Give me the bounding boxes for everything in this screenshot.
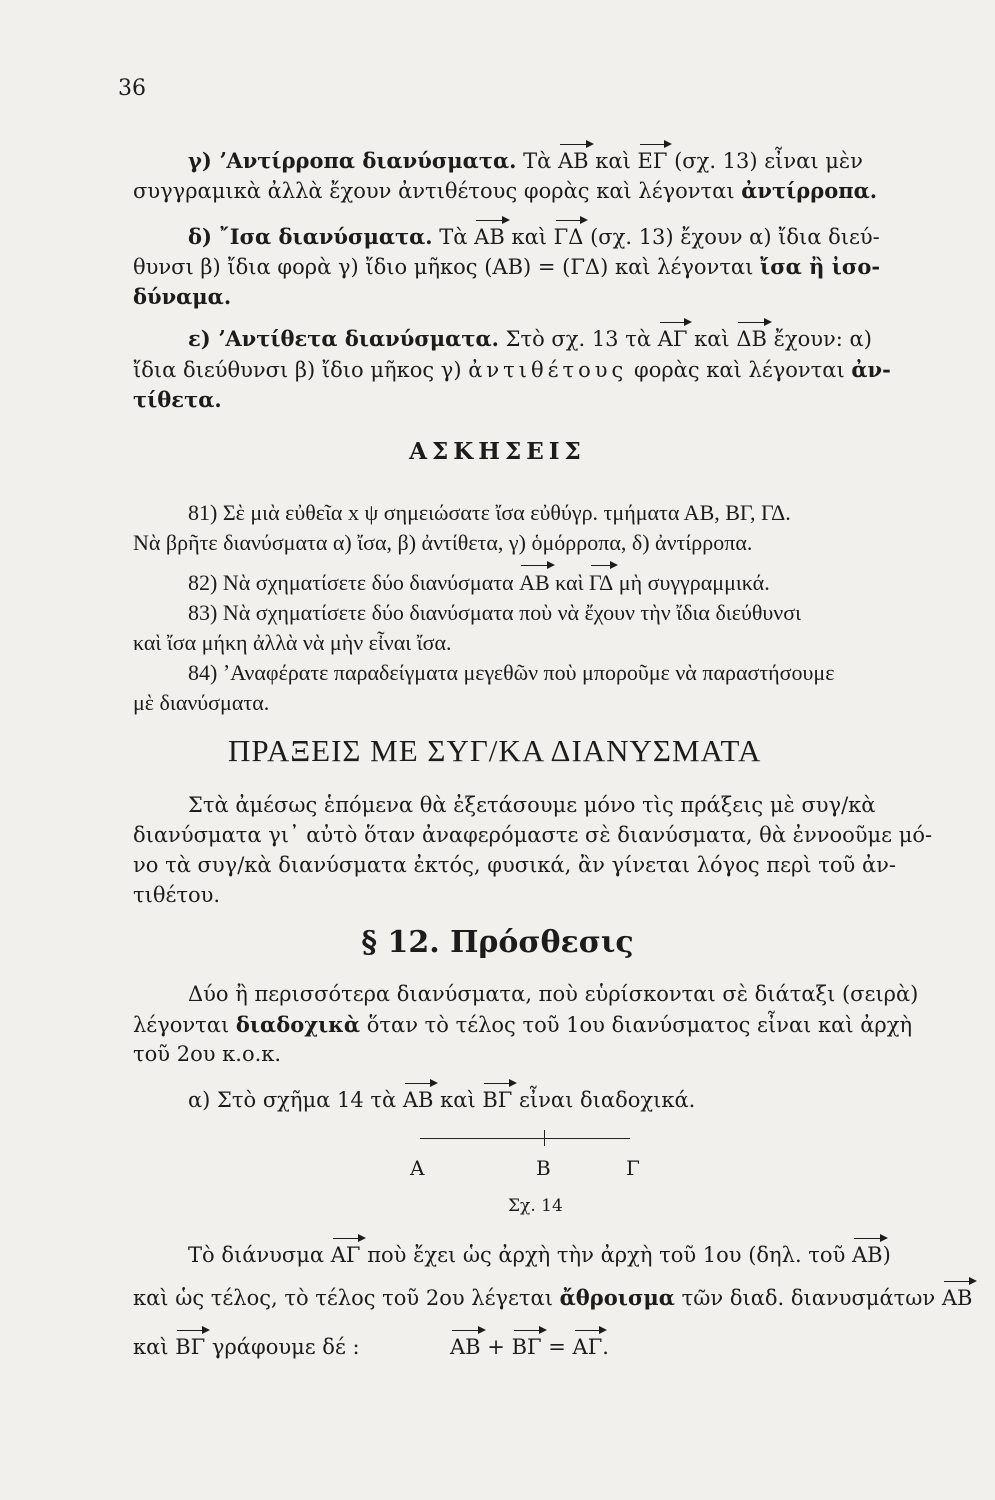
- exercise-84-line-2: μὲ διανύσματα.: [133, 690, 270, 715]
- section-heading: § 12. Πρόσθεσις: [361, 925, 634, 960]
- vector-BG: ΒΓ: [175, 1335, 206, 1359]
- vector-AG: ΑΓ: [330, 1243, 361, 1267]
- exercise-83-line-1: 83) Νὰ σχηματίσετε δύο διανύσματα ποὺ νὰ ἔχουν τὴν ἴδια διεύθυνσι: [188, 600, 802, 625]
- exercise-81-line-2: Νὰ βρῆτε διανύσματα α) ἴσα, β) ἀντίθετα, γ) ὁμόρροπα, δ) ἀντίρροπα.: [133, 530, 753, 555]
- figure-label-A: Α: [410, 1156, 425, 1180]
- gamma-line-1: γ) ʼΑντίρροπα διανύσματα. Τὰ ΑΒ καὶ ΕΓ (σχ. 13) εἶναι μὲν: [188, 148, 863, 173]
- delta-line-3: δύναμα.: [133, 284, 232, 309]
- addition-line-3: τοῦ 2ου κ.ο.κ.: [133, 1042, 282, 1066]
- vector-AB: ΑΒ: [450, 1335, 481, 1359]
- epsilon-heading: ε) ʼΑντίθετα διανύσματα.: [188, 326, 499, 351]
- vector-BG: ΒΓ: [511, 1335, 542, 1359]
- exercises-heading: ΑΣΚΗΣΕΙΣ: [409, 438, 586, 465]
- vector-AB: ΑΒ: [402, 1088, 434, 1112]
- term-isa: ἴσα ἢ ἰσο-: [760, 254, 881, 279]
- figure-label-B: Β: [536, 1156, 551, 1180]
- vector-BG: ΒΓ: [482, 1088, 513, 1112]
- delta-heading: δ) ῎Ισα διανύσματα.: [188, 224, 433, 249]
- epsilon-line-3: τίθετα.: [133, 387, 222, 412]
- epsilon-line-1: ε) ʼΑντίθετα διανύσματα. Στὸ σχ. 13 τὰ ΑΓ καὶ ΔΒ ἔχουν: α): [188, 326, 872, 351]
- sum-line-3: καὶ ΒΓ γράφουμε δέ :: [133, 1335, 360, 1359]
- exercise-82: 82) Νὰ σχηματίσετε δύο διανύσματα ΑΒ καὶ ΓΔ μὴ συγγραμμικά.: [188, 570, 770, 595]
- figure-tick-B: [544, 1130, 545, 1146]
- vector-AB: ΑΒ: [852, 1243, 883, 1267]
- vector-AB: ΑΒ: [558, 149, 589, 173]
- vector-AB: ΑΒ: [474, 225, 505, 249]
- term-diadochika: διαδοχικὰ: [235, 1012, 361, 1037]
- vector-EG: ΕΓ: [637, 149, 668, 173]
- sum-formula: ΑΒ + ΒΓ = ΑΓ.: [450, 1335, 609, 1359]
- sum-line-1: Τὸ διάνυσμα ΑΓ ποὺ ἔχει ὡς ἀρχὴ τὴν ἀρχὴ τοῦ 1ου (δηλ. τοῦ ΑΒ): [188, 1243, 891, 1267]
- operations-line-1: Στὰ ἀμέσως ἑπόμενα θὰ ἐξετάσουμε μόνο τὶς πράξεις μὲ συγ/κὰ: [188, 793, 876, 817]
- vector-AG: ΑΓ: [657, 327, 688, 351]
- vector-GD: ΓΔ: [553, 225, 584, 249]
- term-athroisma: ἄθροισμα: [559, 1285, 675, 1310]
- figure-line: [420, 1138, 630, 1139]
- exercise-83-line-2: καὶ ἴσα μήκη ἀλλὰ νὰ μὴν εἶναι ἴσα.: [133, 630, 452, 655]
- gamma-heading: γ) ʼΑντίρροπα διανύσματα.: [188, 148, 517, 173]
- vector-AB: ΑΒ: [519, 570, 550, 595]
- gamma-line-2: συγγραμικὰ ἀλλὰ ἔχουν ἀντιθέτους φορὰς καὶ λέγονται ἀντίρροπα.: [133, 178, 878, 203]
- vector-AG: ΑΓ: [572, 1335, 603, 1359]
- addition-line-1: Δύο ἢ περισσότερα διανύσματα, ποὺ εὑρίσκονται σὲ διάταξι (σειρὰ): [188, 982, 919, 1006]
- figure-caption: Σχ. 14: [508, 1196, 563, 1216]
- exercise-81-line-1: 81) Σὲ μιὰ εὐθεῖα x ψ σημειώσατε ἴσα εὐθύγρ. τμήματα ΑΒ, ΒΓ, ΓΔ.: [188, 500, 791, 525]
- vector-AB: ΑΒ: [941, 1286, 973, 1310]
- figure-label-G: Γ: [626, 1156, 640, 1180]
- vector-DB: ΔΒ: [736, 327, 767, 351]
- vector-GD: ΓΔ: [589, 570, 614, 595]
- operations-heading: ΠΡΑΞΕΙΣ ΜΕ ΣΥΓ/ΚΑ ΔΙΑΝΥΣΜΑΤΑ: [228, 733, 762, 768]
- delta-line-2: θυνσι β) ἴδια φορὰ γ) ἴδιο μῆκος (ΑΒ) = (ΓΔ) καὶ λέγονται ἴσα ἢ ἰσο-: [133, 254, 881, 279]
- page-number: 36: [118, 76, 146, 101]
- exercise-84-line-1: 84) ʼΑναφέρατε παραδείγματα μεγεθῶν ποὺ μποροῦμε νὰ παραστήσουμε: [188, 660, 835, 685]
- addition-line-2: λέγονται διαδοχικὰ ὅταν τὸ τέλος τοῦ 1ου διανύσματος εἶναι καὶ ἀρχὴ: [133, 1012, 913, 1037]
- spaced-word: ἀντιθέτους: [468, 358, 628, 382]
- operations-line-3: νο τὰ συγ/κὰ διανύσματα ἐκτός, φυσικά, ἂν γίνεται λόγος περὶ τοῦ ἀν-: [133, 853, 896, 877]
- delta-line-1: δ) ῎Ισα διανύσματα. Τὰ ΑΒ καὶ ΓΔ (σχ. 13) ἔχουν α) ἴδια διεύ-: [188, 224, 880, 249]
- operations-line-4: τιθέτου.: [133, 883, 221, 907]
- sum-line-2: καὶ ὡς τέλος, τὸ τέλος τοῦ 2ου λέγεται ἄθροισμα τῶν διαδ. διανυσμάτων ΑΒ: [133, 1285, 973, 1310]
- term-antirropa: ἀντίρροπα.: [741, 178, 878, 203]
- operations-line-2: διανύσματα γι᾿ αὐτὸ ὅταν ἀναφερόμαστε σὲ διανύσματα, θὰ ἐννοοῦμε μό-: [133, 823, 933, 847]
- epsilon-line-2: ἴδια διεύθυνσι β) ἴδιο μῆκος γ) ἀντιθέτους φορὰς καὶ λέγονται ἀν-: [133, 357, 891, 382]
- addition-example-a: α) Στὸ σχῆμα 14 τὰ ΑΒ καὶ ΒΓ εἶναι διαδοχικά.: [188, 1088, 696, 1112]
